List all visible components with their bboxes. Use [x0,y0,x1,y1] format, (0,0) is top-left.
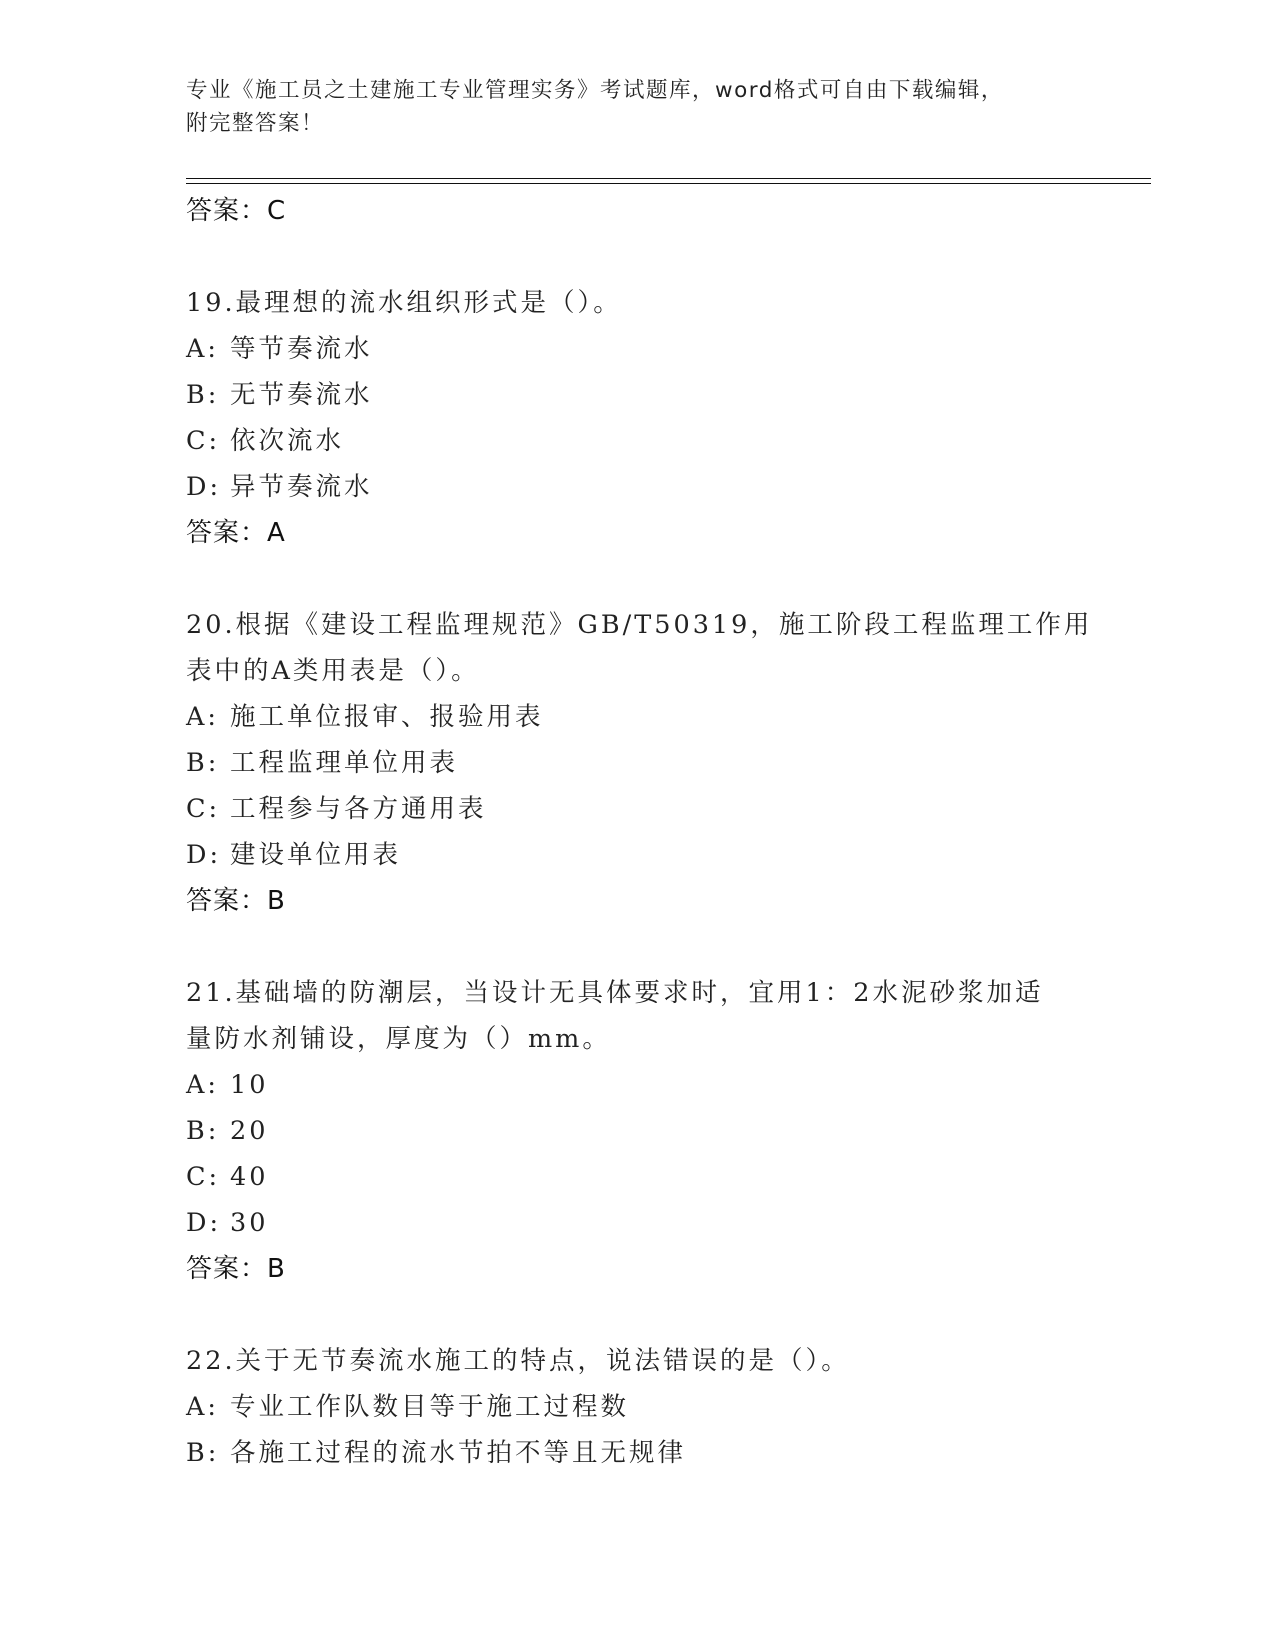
option-text: 工程监理单位用表 [230,748,459,778]
option-letter: C: [186,794,221,824]
question-stem-continued: 量防水剂铺设，厚度为（）mm。 [186,1024,611,1054]
option-letter: C: [186,426,221,456]
option-letter: A: [186,1070,220,1100]
answer-line: 答案：A [186,518,286,548]
question-stem: 19.最理想的流水组织形式是（）。 [186,288,622,318]
option-text: 30 [230,1208,269,1238]
option-text: 10 [230,1070,269,1100]
option-text: 依次流水 [230,426,345,456]
question-stem: 20.根据《建设工程监理规范》GB/T50319，施工阶段工程监理工作用 [186,610,1093,640]
question-19 [186,280,1086,556]
answer-line: 答案：C [186,196,287,226]
question-21 [186,970,1086,1292]
option-letter: B: [186,748,220,778]
option-text: 各施工过程的流水节拍不等且无规律 [230,1438,687,1468]
answer-line: 答案：B [186,1254,286,1284]
option-text: 专业工作队数目等于施工过程数 [230,1392,630,1422]
option-letter: A: [186,702,220,732]
option-letter: D: [186,840,222,870]
option-b [186,372,1086,418]
option-letter: B: [186,1116,220,1146]
option-a [186,1062,1086,1108]
option-a [186,694,1086,740]
option-text: 施工单位报审、报验用表 [230,702,544,732]
option-d [186,832,1086,878]
option-c [186,418,1086,464]
option-a [186,326,1086,372]
option-text: 40 [230,1162,269,1192]
option-text: 建设单位用表 [230,840,402,870]
option-text: 20 [230,1116,269,1146]
question-list [186,188,1093,1476]
question-stem-continued: 表中的A类用表是（）。 [186,656,480,686]
option-letter: C: [186,1162,221,1192]
option-b [186,1108,1086,1154]
answer-line: 答案：B [186,886,286,916]
option-a [186,1384,1086,1430]
option-text: 异节奏流水 [230,472,373,502]
option-b [186,1430,1086,1476]
option-b [186,740,1086,786]
header-divider-bottom [186,183,1151,184]
option-c [186,786,1086,832]
option-text: 等节奏流水 [230,334,373,364]
question-stem: 21.基础墙的防潮层，当设计无具体要求时，宜用1：2水泥砂浆加适 [186,978,1044,1008]
option-letter: A: [186,1392,220,1422]
option-text: 工程参与各方通用表 [230,794,487,824]
option-d [186,1200,1086,1246]
option-letter: B: [186,1438,220,1468]
option-text: 无节奏流水 [230,380,373,410]
option-d [186,464,1086,510]
header-line-2: 附完整答案！ [186,111,325,136]
header-divider-top [186,178,1151,179]
question-stem: 22.关于无节奏流水施工的特点，说法错误的是（）。 [186,1346,850,1376]
question-22 [186,1338,1086,1476]
option-letter: A: [186,334,220,364]
question-20 [186,602,1093,924]
document-header [186,74,1066,140]
option-letter: D: [186,1208,222,1238]
option-c [186,1154,1086,1200]
header-line-1: 专业《施工员之土建施工专业管理实务》考试题库，word格式可自由下载编辑， [186,78,1004,103]
option-letter: B: [186,380,220,410]
option-letter: D: [186,472,222,502]
